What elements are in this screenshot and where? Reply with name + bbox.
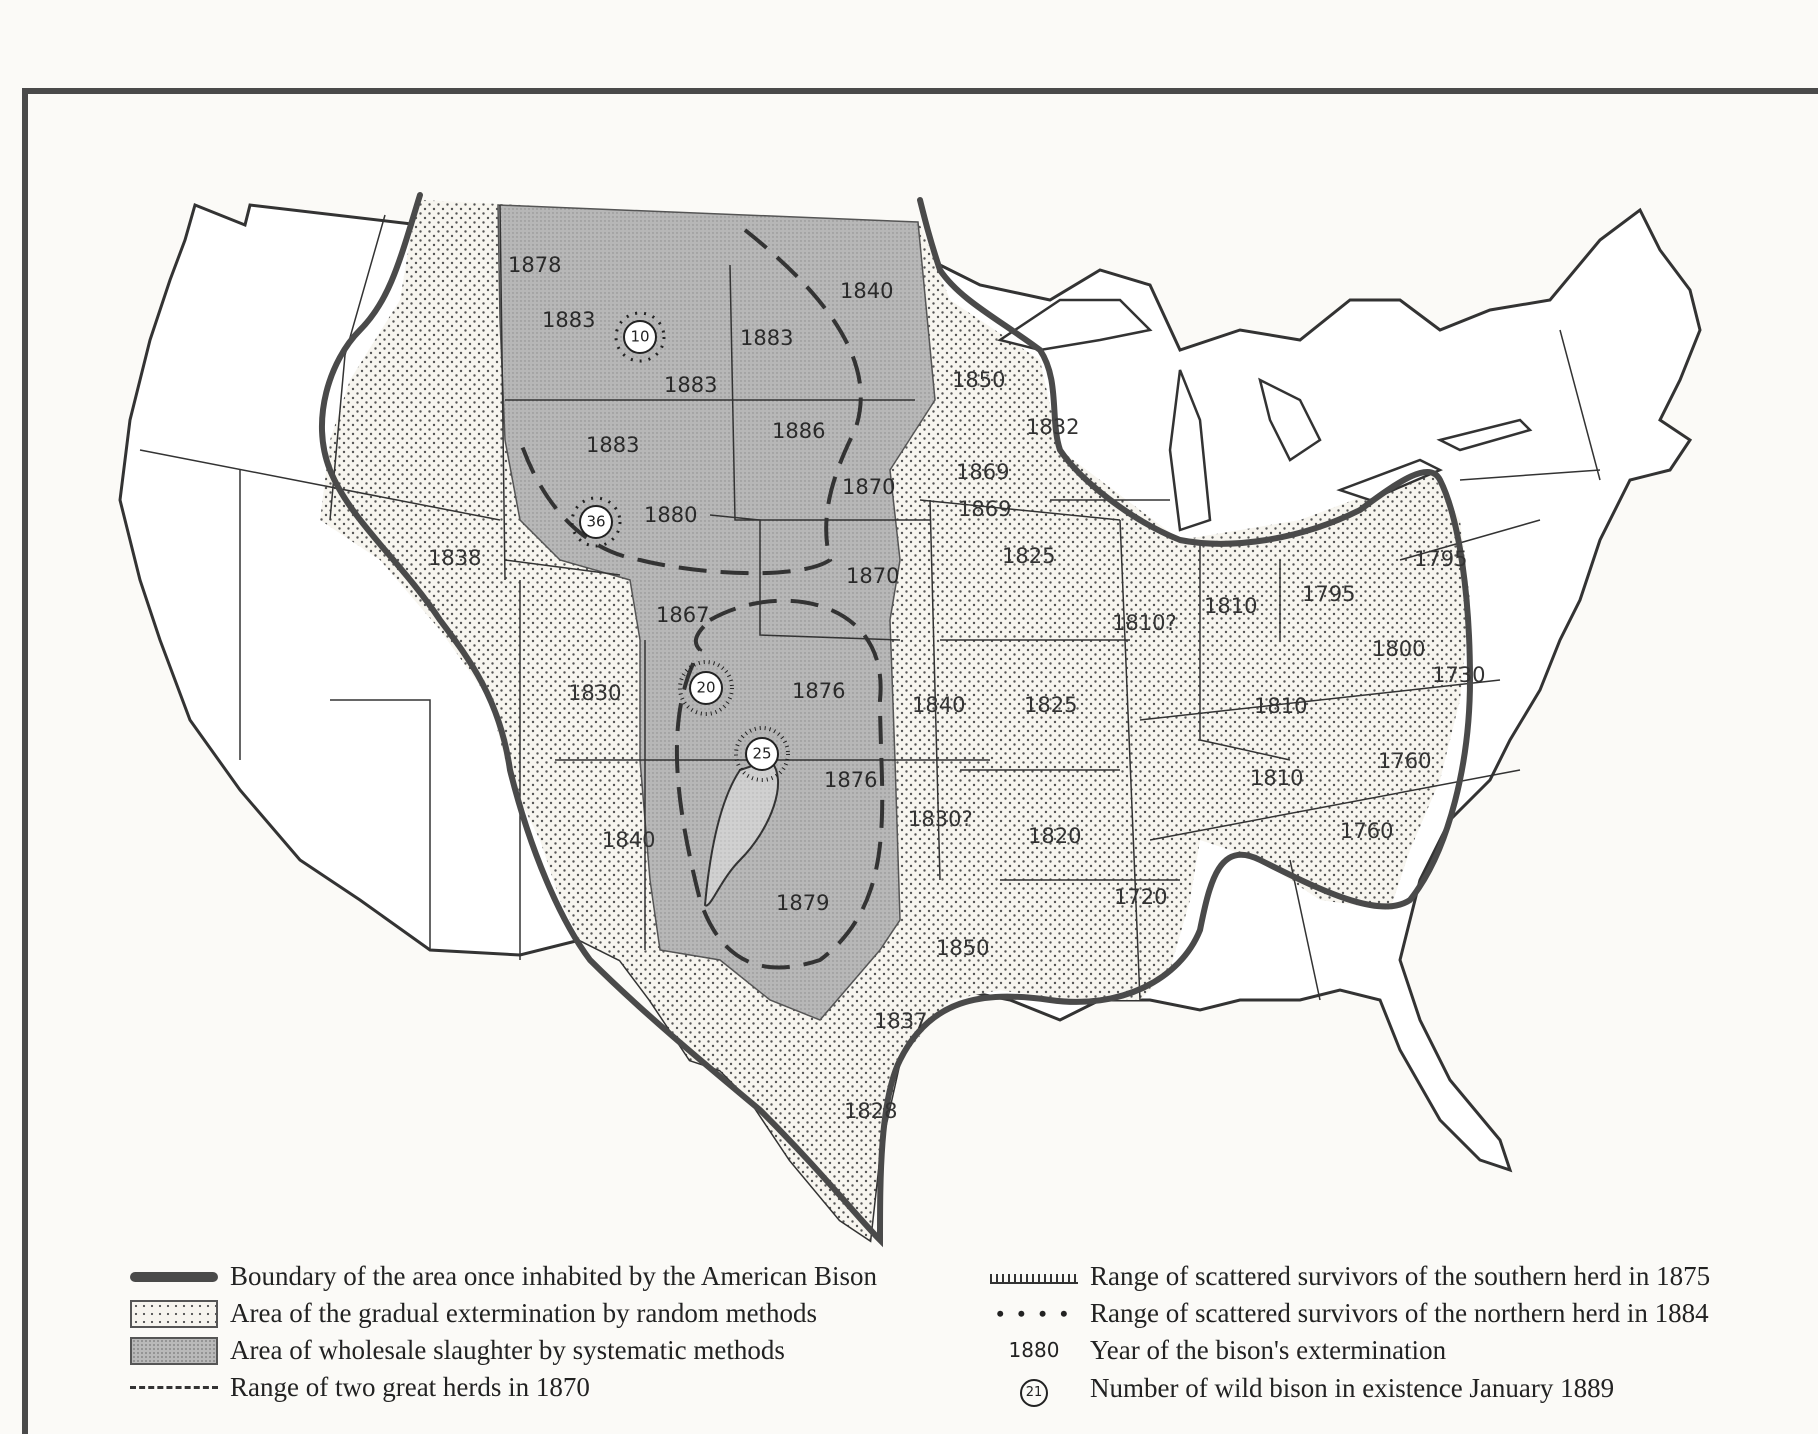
year-label: 1838 (428, 546, 482, 570)
dotted-swatch (130, 1300, 218, 1328)
year-label: 1870 (846, 564, 900, 588)
year-label: 1730 (1432, 663, 1486, 687)
year-label: 1883 (586, 433, 640, 457)
year-label: 1880 (644, 503, 698, 527)
legend-label: Area of the gradual extermination by random methods (230, 1298, 818, 1328)
year-label: 1886 (772, 419, 826, 443)
legend-boundary (130, 1258, 877, 1295)
year-label: 1810 (1250, 766, 1304, 790)
year-label: 1840 (840, 279, 894, 303)
year-label: 1828 (844, 1099, 898, 1123)
count-36: 36 (586, 512, 606, 531)
year-label: 1760 (1378, 749, 1432, 773)
year-label: 1883 (542, 308, 596, 332)
gray-swatch (130, 1337, 218, 1365)
boundary-swatch (130, 1272, 218, 1282)
legend-label: Number of wild bison in existence January 1889 (1090, 1372, 1615, 1403)
year-label: 1883 (740, 326, 794, 350)
year-sample: 1880 (1008, 1338, 1060, 1362)
year-label: 1878 (508, 253, 562, 277)
year-label: 1883 (664, 373, 718, 397)
count-20: 20 (696, 678, 716, 697)
year-label: 1820 (1028, 824, 1082, 848)
year-label: 1810 (1254, 694, 1308, 718)
dashed-line-swatch (130, 1386, 218, 1389)
legend-count (990, 1369, 1614, 1407)
year-label: 1850 (952, 368, 1006, 392)
year-label: 1832 (1026, 415, 1080, 439)
legend (130, 1258, 1790, 1408)
legend-label: Boundary of the area once inhabited by the American Bison (230, 1261, 878, 1291)
year-label: 1876 (792, 679, 846, 703)
year-label: 1837 (874, 1009, 928, 1033)
year-label: 1825 (1024, 693, 1078, 717)
legend-label: Year of the bison's extermination (1090, 1335, 1447, 1365)
year-label: 1870 (842, 475, 896, 499)
year-label: 1830? (908, 807, 973, 831)
year-label: 1850 (936, 936, 990, 960)
hatched-line-swatch (990, 1270, 1078, 1284)
count-25: 25 (752, 744, 772, 763)
year-label: 1879 (776, 891, 830, 915)
legend-southern (990, 1258, 1710, 1295)
year-label: 1869 (956, 460, 1010, 484)
year-label: 1810? (1112, 611, 1177, 635)
dotted-line-swatch: • • • • (996, 1301, 1072, 1326)
year-label: 1869 (958, 497, 1012, 521)
legend-label: Range of scattered survivors of the northern herd in 1884 (1090, 1298, 1709, 1328)
count-circle-sample (990, 1369, 1078, 1407)
year-label: 1876 (824, 768, 878, 792)
year-label: 1795 (1302, 582, 1356, 606)
legend-label: Range of scattered survivors of the southern herd in 1875 (1090, 1261, 1711, 1291)
legend-label: Area of wholesale slaughter by systematic methods (230, 1335, 785, 1365)
year-label: 1795 (1414, 547, 1468, 571)
legend-gradual (130, 1295, 817, 1332)
year-label: 1830 (568, 681, 622, 705)
count-10: 10 (630, 327, 650, 346)
year-label: 1810 (1204, 594, 1258, 618)
legend-northern (990, 1295, 1709, 1332)
year-label: 1800 (1372, 637, 1426, 661)
year-label: 1867 (656, 603, 710, 627)
year-label: 1720 (1114, 885, 1168, 909)
legend-wholesale (130, 1332, 785, 1369)
legend-year (990, 1332, 1446, 1369)
legend-herds (130, 1369, 590, 1406)
legend-label: Range of two great herds in 1870 (230, 1372, 590, 1402)
count-sample: 21 (1020, 1379, 1048, 1407)
year-label: 1825 (1002, 544, 1056, 568)
year-label: 1840 (602, 828, 656, 852)
year-label: 1760 (1340, 819, 1394, 843)
year-label: 1840 (912, 693, 966, 717)
